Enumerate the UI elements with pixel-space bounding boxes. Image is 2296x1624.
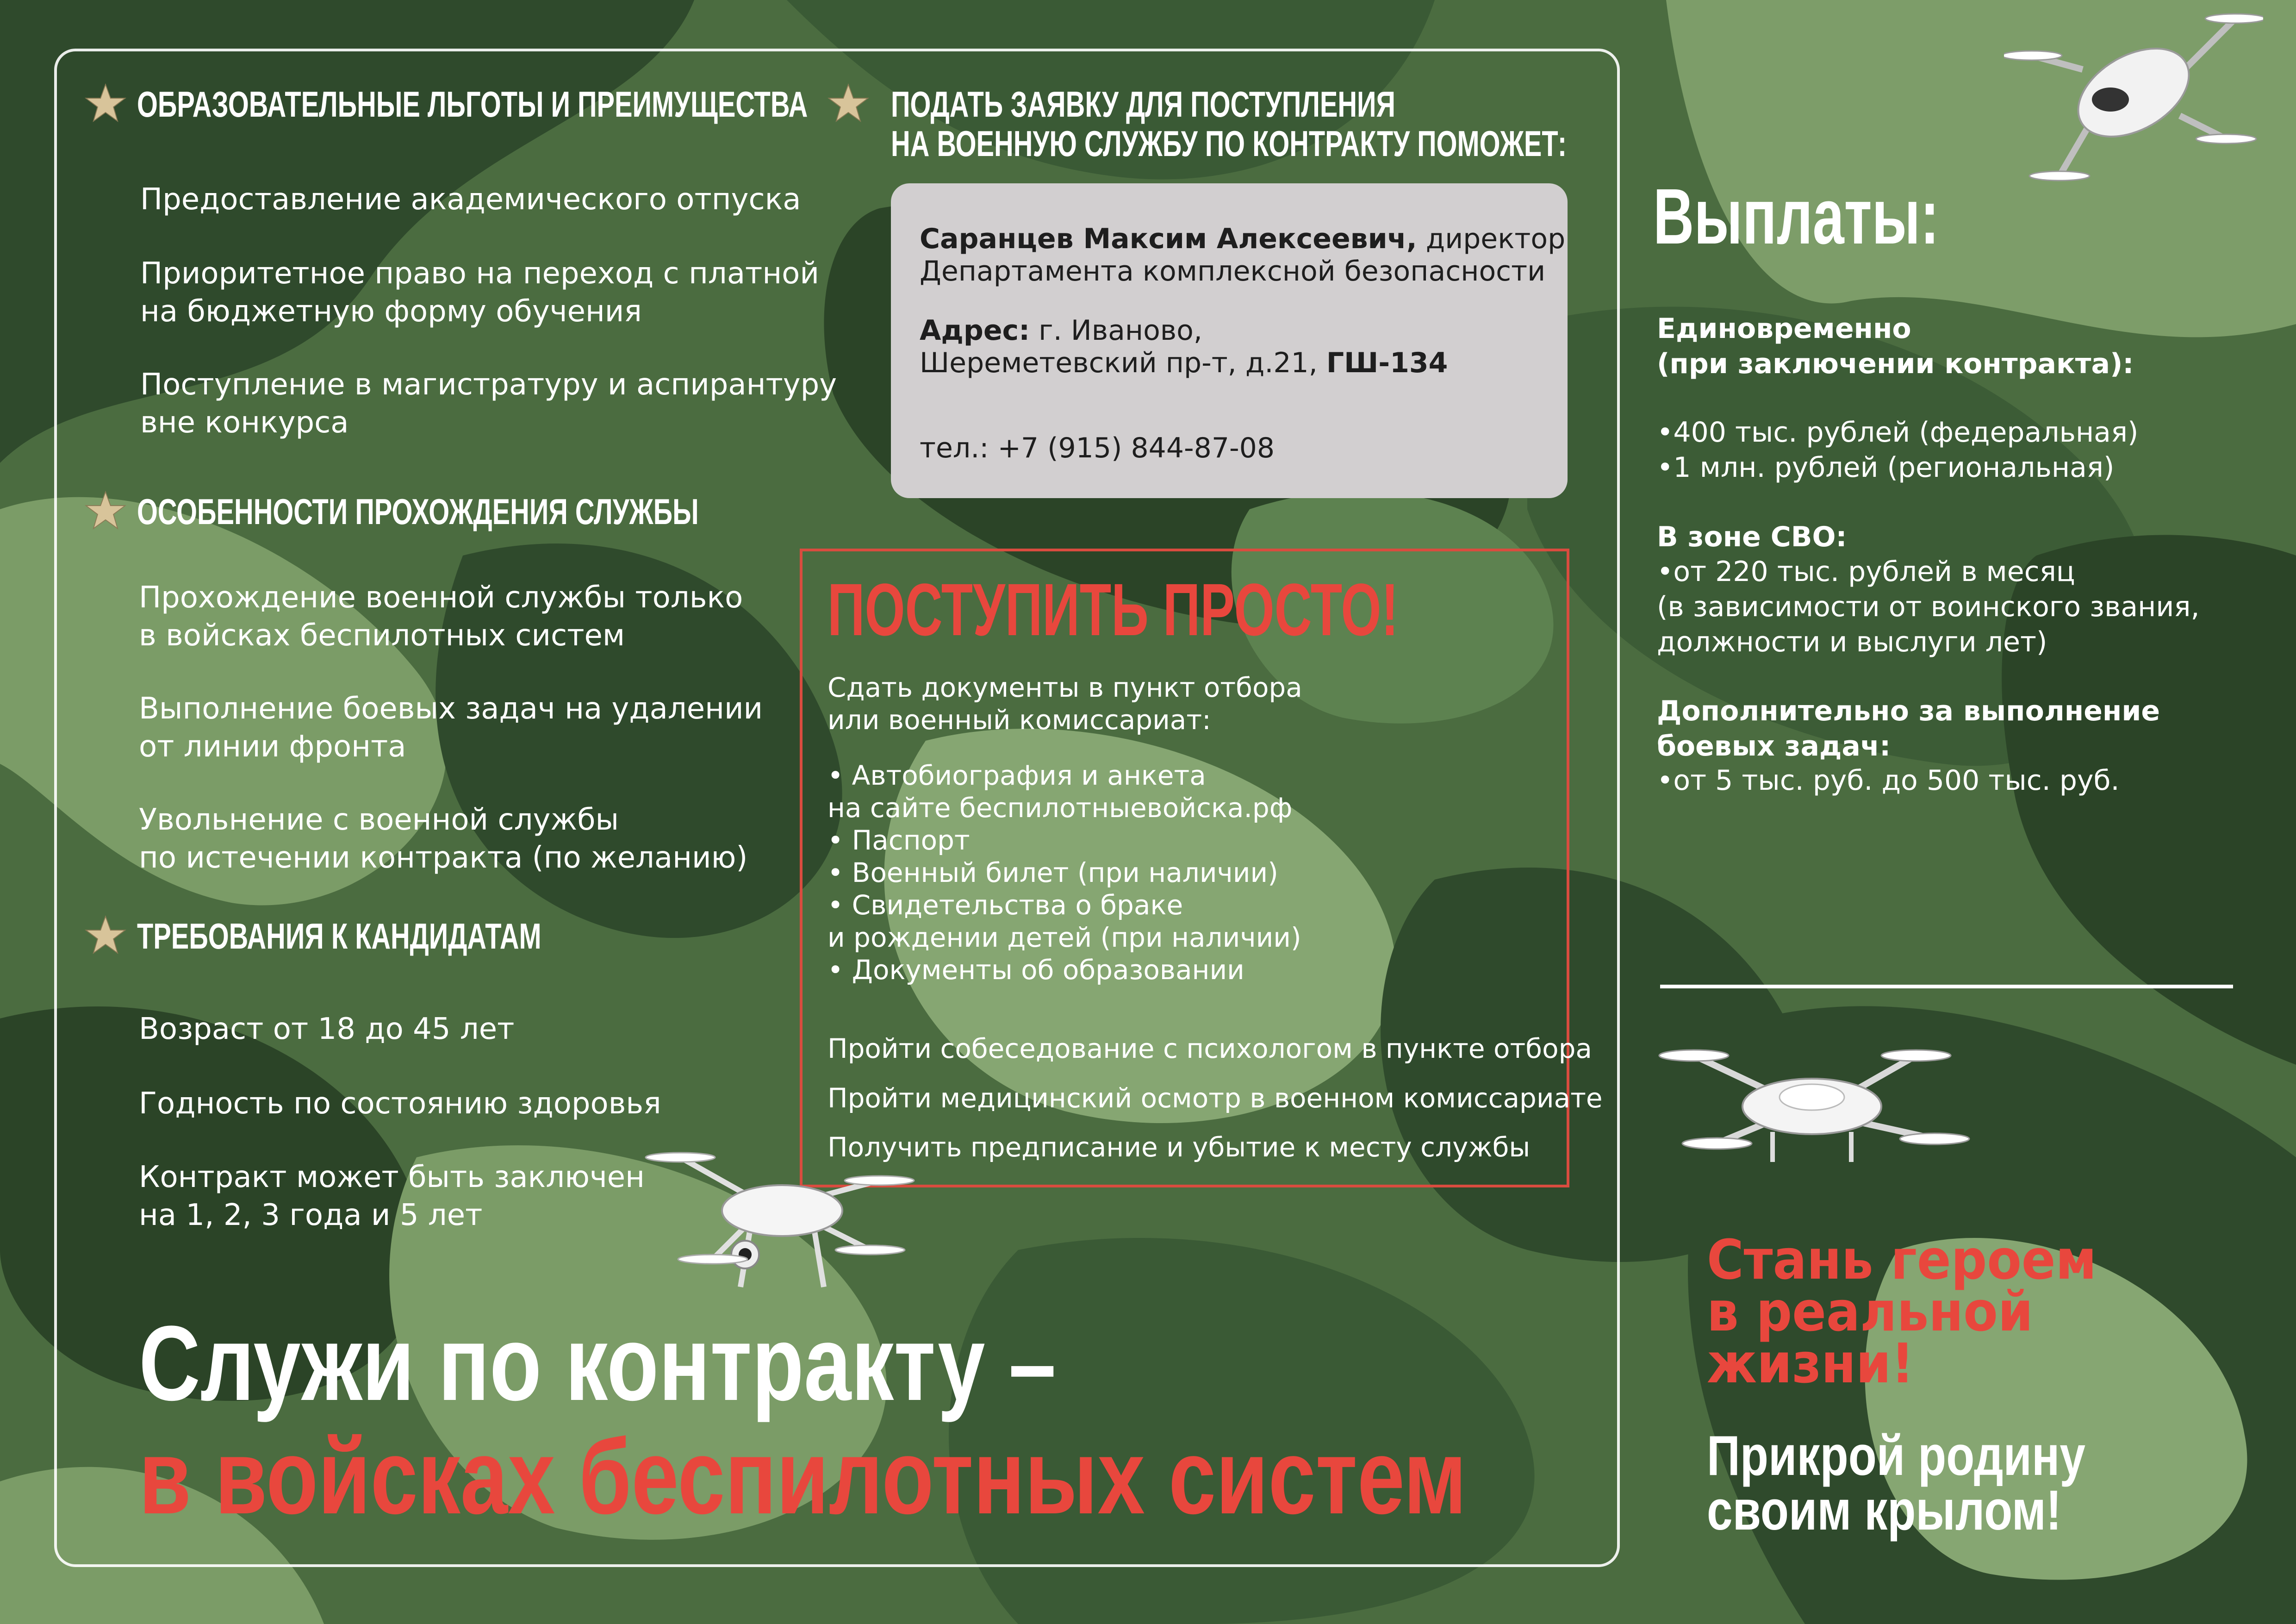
apply-help-title-line1: ПОДАТЬ ЗАЯВКУ ДЛЯ ПОСТУПЛЕНИЯ xyxy=(891,84,1396,125)
apply-simple-title: ПОСТУПИТЬ ПРОСТО! xyxy=(828,568,1399,651)
apply-simple-intro: Сдать документы в пункт отбора или военный комиссариат: xyxy=(828,672,1302,736)
headline-line1: Служи по контракту – xyxy=(139,1304,1056,1423)
payment-extra-text: •от 5 тыс. руб. до 500 тыс. руб. xyxy=(1657,764,2120,797)
contact-name-line xyxy=(920,222,1565,256)
star-icon xyxy=(828,82,869,124)
payment-svo-text: •от 220 тыс. рублей в месяц (в зависимости от воинского звания, должности и выслуги лет) xyxy=(1657,556,2200,658)
requirement-item: Возраст от 18 до 45 лет xyxy=(139,1012,515,1046)
service-item: Выполнение боевых задач на удалении от линии фронта xyxy=(139,692,763,764)
service-item: Увольнение с военной службы по истечении контракта (по желанию) xyxy=(139,803,748,875)
step-item: Пройти собеседование с психологом в пункте отбора xyxy=(828,1033,1592,1064)
contact-phone: тел.: +7 (915) 844-87-08 xyxy=(920,432,1275,464)
documents-list: • Автобиография и анкета на сайте беспилотныевойска.рф • Паспорт • Военный билет (при наличии) • Свидетельства о браке и рождении детей (при наличии) • Документы об образовании xyxy=(828,760,1301,986)
contact-address-line2 xyxy=(920,346,1448,380)
benefit-item: Приоритетное право на переход с платной на бюджетную форму обучения xyxy=(140,256,819,329)
drone-icon xyxy=(2004,0,2263,204)
address-street: Шереметевский пр-т, д.21, xyxy=(920,347,1326,379)
step-item: Получить предписание и убытие к месту службы xyxy=(828,1131,1531,1163)
contact-name: Саранцев Максим Алексеевич, xyxy=(920,223,1417,255)
contact-card xyxy=(891,183,1568,498)
headline-line2: в войсках беспилотных систем xyxy=(139,1417,1467,1536)
step-item: Пройти медицинский осмотр в военном комиссариате xyxy=(828,1082,1603,1114)
address-city: г. Иваново, xyxy=(1030,314,1202,347)
payment-extra-label: Дополнительно за выполнение боевых задач: xyxy=(1657,695,2160,762)
service-title: ОСОБЕННОСТИ ПРОХОЖДЕНИЯ СЛУЖБЫ xyxy=(137,491,699,532)
drone-icon xyxy=(1657,1028,1972,1181)
drone-icon xyxy=(639,1130,926,1305)
apply-help-title-line2: НА ВОЕННУЮ СЛУЖБУ ПО КОНТРАКТУ ПОМОЖЕТ: xyxy=(891,123,1567,164)
payment-one-time-label: Единовременно (при заключении контракта): xyxy=(1657,312,2134,380)
star-icon xyxy=(85,914,126,956)
contact-address-line1 xyxy=(920,314,1202,347)
service-item: Прохождение военной службы только в войсках беспилотных систем xyxy=(139,581,743,653)
payment-one-time-items: •400 тыс. рублей (федеральная) •1 млн. рублей (региональная) xyxy=(1657,416,2139,484)
divider xyxy=(1660,985,2233,988)
requirement-item: Годность по состоянию здоровья xyxy=(139,1087,661,1121)
payment-svo-label: В зоне СВО: xyxy=(1657,521,1847,553)
hero-slogan: Стань героем в реальной жизни! xyxy=(1707,1228,2097,1395)
requirement-item: Контракт может быть заключен на 1, 2, 3 года и 5 лет xyxy=(139,1160,645,1232)
star-icon xyxy=(85,82,126,124)
benefit-item: Предоставление академического отпуска xyxy=(140,182,801,217)
benefit-item: Поступление в магистратуру и аспирантуру вне конкурса xyxy=(140,368,837,440)
requirements-title: ТРЕБОВАНИЯ К КАНДИДАТАМ xyxy=(137,916,541,956)
payments-title: Выплаты: xyxy=(1653,173,1939,261)
benefits-title: ОБРАЗОВАТЕЛЬНЫЕ ЛЬГОТЫ И ПРЕИМУЩЕСТВА xyxy=(137,84,808,125)
address-building: ГШ-134 xyxy=(1326,347,1448,379)
contact-role: директор xyxy=(1417,223,1566,255)
wing-slogan: Прикрой родину своим крылом! xyxy=(1707,1424,2086,1542)
address-label: Адрес: xyxy=(920,314,1030,347)
contact-department: Департамента комплексной безопасности xyxy=(920,255,1546,287)
star-icon xyxy=(85,490,126,531)
